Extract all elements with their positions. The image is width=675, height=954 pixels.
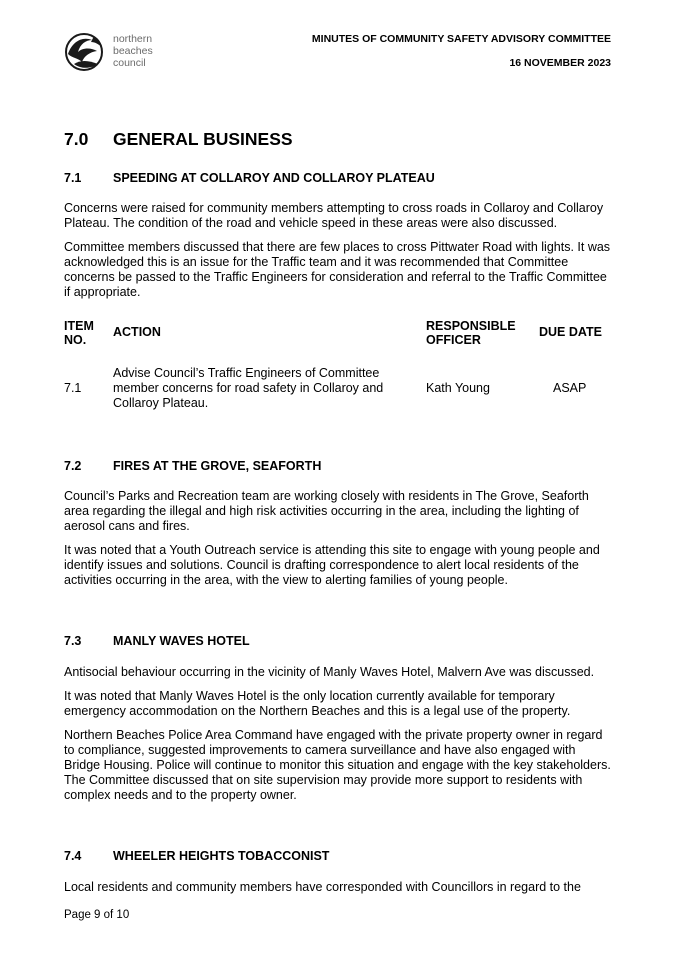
table-header-due-date: DUE DATE [539, 325, 602, 339]
document-title: MINUTES OF COMMUNITY SAFETY ADVISORY COMMITTEE [311, 33, 611, 45]
paragraph: It was noted that a Youth Outreach service is attending this site to engage with young people and identify issues and solutions. Council is drafting correspondence to alert local residents of the activities occurring in the area, with the view to alerting families of young people. [64, 543, 600, 587]
paragraph: Local residents and community members have corresponded with Councillors in regard to the [64, 880, 581, 894]
item-heading: 7.3 MANLY WAVES HOTEL [64, 634, 250, 648]
table-cell-officer: Kath Young [426, 381, 490, 395]
council-logo [64, 30, 104, 74]
section-heading: 7.0 GENERAL BUSINESS [64, 129, 293, 149]
paragraph: Northern Beaches Police Area Command have engaged with the private property owner in regard to compliance, suggested improvements to camera surveillance and have also engaged with Bridge Housing. Police will continue to monitor this situation and engage with the key stakeholders. The Committee discussed that on site supervision may provide more support to residents with complex needs and to the property owner. [64, 728, 611, 802]
item-heading: 7.2 FIRES AT THE GROVE, SEAFORTH [64, 459, 322, 473]
meeting-date: 16 NOVEMBER 2023 [509, 57, 611, 69]
page-number: Page 9 of 10 [64, 909, 130, 921]
table-header-officer: RESPONSIBLE OFFICER [426, 319, 516, 347]
paragraph: Concerns were raised for community members attempting to cross roads in Collaroy and Collaroy Plateau. The condition of the road and vehicle speed in these areas were also discussed. [64, 201, 604, 230]
table-cell-item: 7.1 [64, 381, 82, 395]
table-cell-action: Advise Council’s Traffic Engineers of Committee member concerns for road safety in Collaroy and Collaroy Plateau. [113, 366, 384, 410]
table-header-item-no: ITEM NO. [64, 319, 94, 347]
paragraph: Committee members discussed that there are few places to cross Pittwater Road with lights. It was acknowledged this is an issue for the Traffic team and it was recommended that Committee concerns be passed to the Traffic Engineers for consideration and referral to the Traffic Committee if appropriate. [64, 240, 611, 299]
item-heading: 7.4 WHEELER HEIGHTS TOBACCONIST [64, 849, 330, 863]
paragraph: Council’s Parks and Recreation team are working closely with residents in The Grove, Seaforth area regarding the illegal and high risk activities occurring in the area, including the lighting of aerosol cans and fires. [64, 489, 589, 533]
table-header-action: ACTION [113, 325, 161, 339]
table-cell-due-date: ASAP [553, 381, 587, 395]
paragraph: It was noted that Manly Waves Hotel is the only location currently available for temporary emergency accommodation on the Northern Beaches and this is a legal use of the property. [64, 689, 571, 718]
paragraph: Antisocial behaviour occurring in the vicinity of Manly Waves Hotel, Malvern Ave was discussed. [64, 665, 595, 679]
item-heading: 7.1 SPEEDING AT COLLAROY AND COLLAROY PLATEAU [64, 171, 435, 185]
council-logo-text: northern beaches council [113, 33, 153, 69]
